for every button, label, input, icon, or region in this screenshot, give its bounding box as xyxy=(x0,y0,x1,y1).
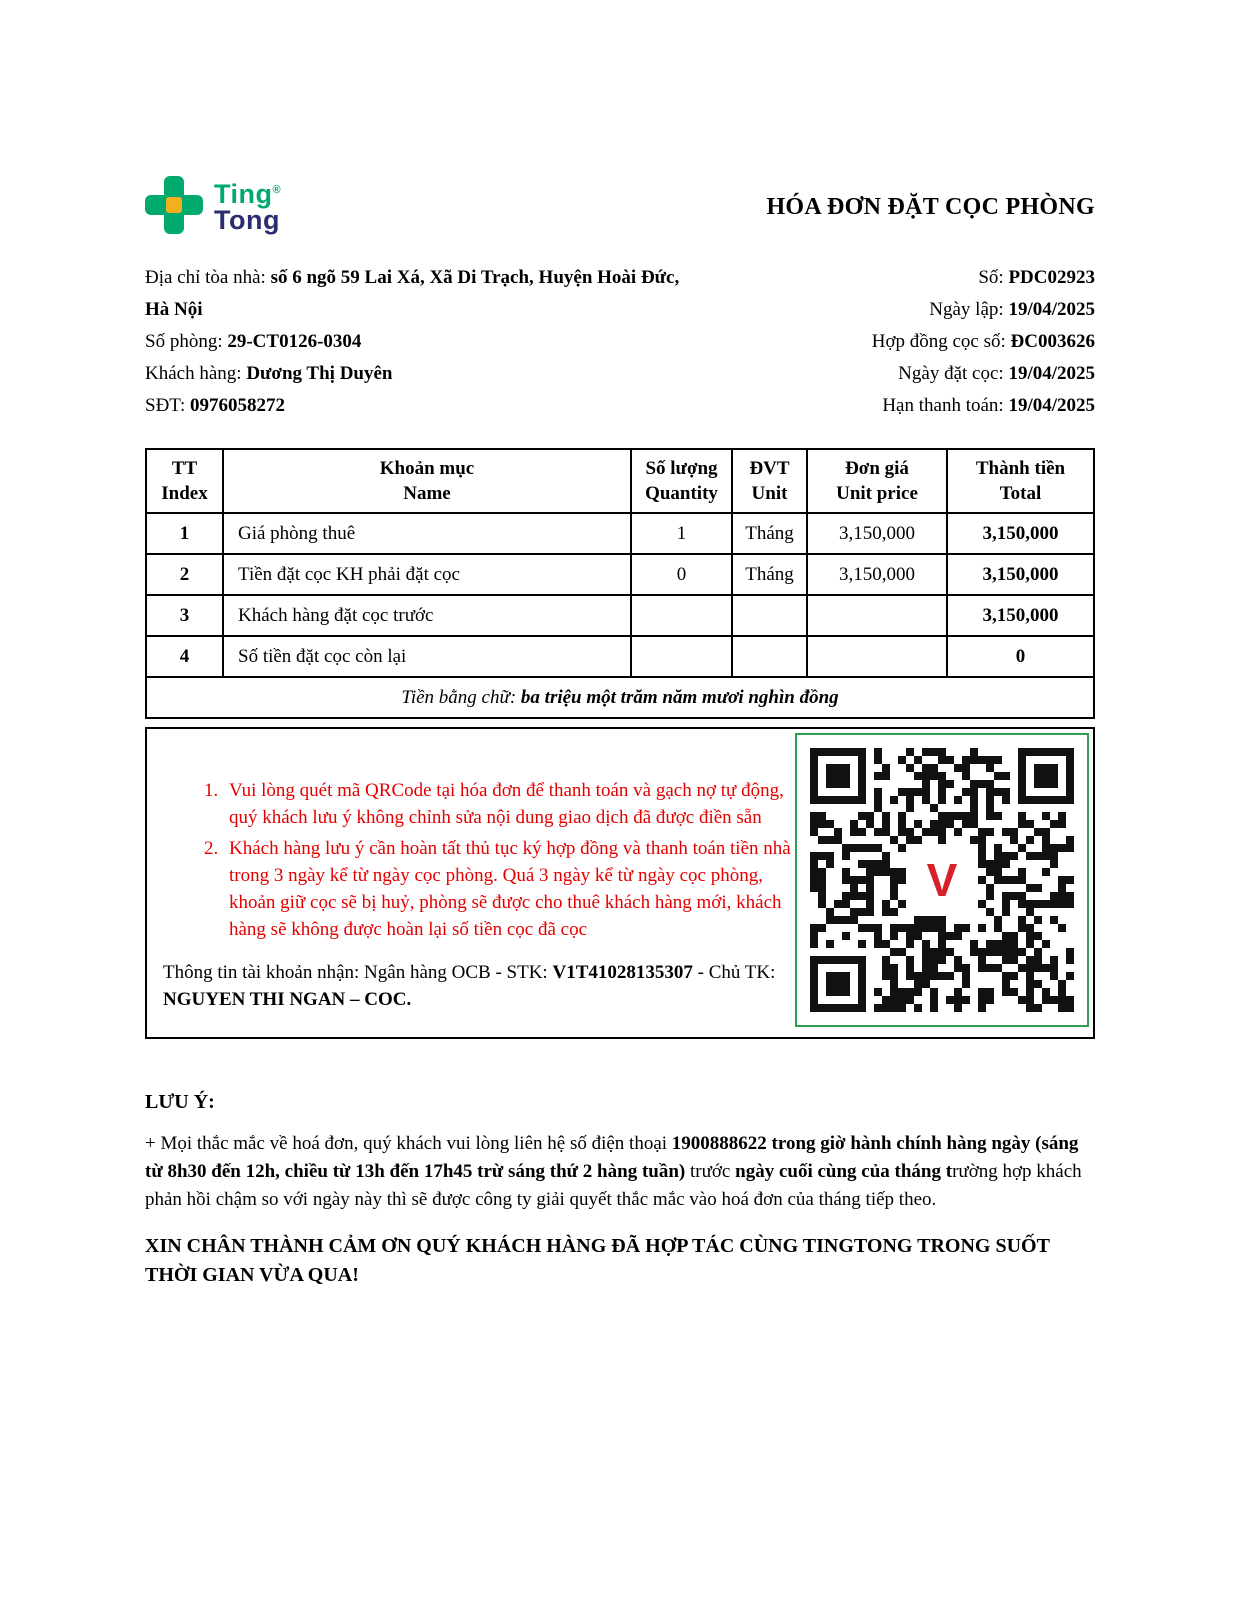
invoice-table xyxy=(145,448,1095,719)
payment-notes-box xyxy=(145,727,1095,1039)
invoice-number: Số: PDC02923 xyxy=(978,267,1095,288)
invoice-page xyxy=(145,0,1095,1290)
invoice-info-left xyxy=(145,262,685,422)
cell-total: 3,150,000 xyxy=(947,513,1094,554)
cell-unit xyxy=(732,595,807,636)
invoice-info xyxy=(145,262,1095,422)
cell-quantity xyxy=(631,595,732,636)
notice-paragraph: + Mọi thắc mắc về hoá đơn, quý khách vui lòng liên hệ số điện thoại 1900888622 trong giờ hành chính hàng ngày (sáng từ 8h30 đến 12h, chiều từ 13h đến 17h45 trừ sáng thứ 2 hàng tuần) trước ngày cuối cùng của tháng trường hợp khách phản hồi chậm so với ngày này thì sẽ được công ty giải quyết thắc mắc vào hoá đơn của tháng tiếp theo. xyxy=(145,1133,1082,1210)
cell-index: 1 xyxy=(146,513,223,554)
col-header-name: Khoản mục Name xyxy=(223,449,631,513)
page-title: HÓA ĐƠN ĐẶT CỌC PHÒNG xyxy=(766,194,1095,220)
deposit-date: Ngày đặt cọc: 19/04/2025 xyxy=(898,363,1095,384)
cell-unit-price: 3,150,000 xyxy=(807,554,947,595)
cell-total: 3,150,000 xyxy=(947,595,1094,636)
customer-phone: SĐT: 0976058272 xyxy=(145,395,285,416)
table-row xyxy=(146,513,1094,554)
table-row xyxy=(146,554,1094,595)
tingtong-logo xyxy=(145,176,281,234)
cell-total: 3,150,000 xyxy=(947,554,1094,595)
col-header-quantity: Số lượng Quantity xyxy=(631,449,732,513)
cell-unit: Tháng xyxy=(732,513,807,554)
table-header-row xyxy=(146,449,1094,513)
table-row xyxy=(146,636,1094,677)
col-header-index: TT Index xyxy=(146,449,223,513)
cell-index: 4 xyxy=(146,636,223,677)
cell-name: Số tiền đặt cọc còn lại xyxy=(223,636,631,677)
tingtong-cross-icon xyxy=(145,176,203,234)
cell-quantity: 1 xyxy=(631,513,732,554)
cell-name: Tiền đặt cọc KH phải đặt cọc xyxy=(223,554,631,595)
note-item-2: 2. Khách hàng lưu ý cần hoàn tất thủ tục ký hợp đồng và thanh toán tiền nhà trong 3 ngày kể từ ngày cọc phòng. Quá 3 ngày kể từ ngày cọc phòng, khoản giữ cọc sẽ bị huỷ, phòng sẽ được cho thuê khách hàng mới, khách hàng sẽ không được hoàn lại số tiền cọc đã cọc xyxy=(223,835,791,943)
cell-index: 3 xyxy=(146,595,223,636)
col-header-unit-price: Đơn giá Unit price xyxy=(807,449,947,513)
col-header-unit: ĐVT Unit xyxy=(732,449,807,513)
table-row xyxy=(146,595,1094,636)
registered-mark: ® xyxy=(272,184,282,196)
deposit-contract-number: Hợp đồng cọc số: ĐC003626 xyxy=(871,331,1095,352)
cell-unit xyxy=(732,636,807,677)
amount-in-words: Tiền bằng chữ: ba triệu một trăm năm mươi nghìn đồng xyxy=(146,677,1094,718)
invoice-info-right xyxy=(872,262,1095,422)
building-address: Địa chỉ tòa nhà: số 6 ngõ 59 Lai Xá, Xã Di Trạch, Huyện Hoài Đức, Hà Nội xyxy=(145,267,680,320)
thank-you-message: XIN CHÂN THÀNH CẢM ƠN QUÝ KHÁCH HÀNG ĐÃ HỢP TÁC CÙNG TINGTONG TRONG SUỐT THỜI GIAN VỪA QUA! xyxy=(145,1235,1050,1286)
cell-unit-price xyxy=(807,595,947,636)
customer-name: Khách hàng: Dương Thị Duyên xyxy=(145,363,393,384)
tingtong-logo-text xyxy=(214,177,281,233)
notice-heading: LƯU Ý: xyxy=(145,1091,215,1113)
bank-account-info: Thông tin tài khoản nhận: Ngân hàng OCB - STK: V1T41028135307 - Chủ TK: NGUYEN THI NGAN – COC. xyxy=(163,962,776,1010)
amount-in-words-row xyxy=(146,677,1094,718)
cell-unit-price xyxy=(807,636,947,677)
logo-ting: Ting xyxy=(214,179,273,209)
cell-name: Khách hàng đặt cọc trước xyxy=(223,595,631,636)
cell-quantity: 0 xyxy=(631,554,732,595)
logo-tong: Tong xyxy=(214,205,280,235)
payment-notes-list xyxy=(187,777,791,943)
payment-due-date: Hạn thanh toán: 19/04/2025 xyxy=(882,395,1095,416)
cell-quantity xyxy=(631,636,732,677)
note-item-1: 1. Vui lòng quét mã QRCode tại hóa đơn để thanh toán và gạch nợ tự động, quý khách lưu ý không chỉnh sửa nội dung giao dịch đã được điền sẵn xyxy=(223,777,791,831)
room-number: Số phòng: 29-CT0126-0304 xyxy=(145,331,362,352)
issue-date: Ngày lập: 19/04/2025 xyxy=(929,299,1095,320)
qr-center-logo-icon: V xyxy=(911,849,973,911)
col-header-total: Thành tiền Total xyxy=(947,449,1094,513)
header xyxy=(145,176,1095,234)
cell-total: 0 xyxy=(947,636,1094,677)
cell-index: 2 xyxy=(146,554,223,595)
cell-unit: Tháng xyxy=(732,554,807,595)
cell-unit-price: 3,150,000 xyxy=(807,513,947,554)
cell-name: Giá phòng thuê xyxy=(223,513,631,554)
payment-qr-code xyxy=(795,733,1089,1027)
